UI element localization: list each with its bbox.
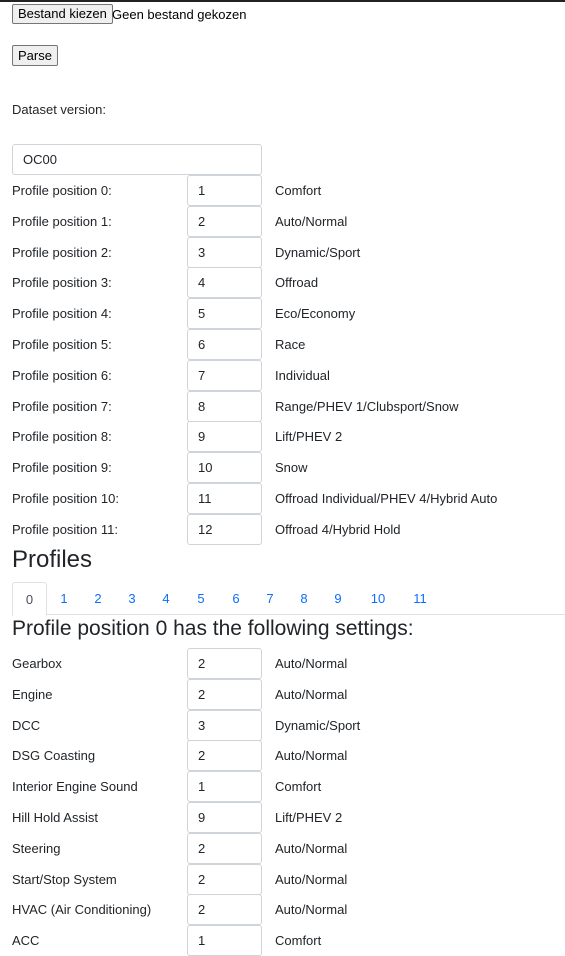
profile-position-row (0, 452, 565, 483)
profiles-heading: Profiles (12, 546, 93, 573)
profile-position-row (0, 267, 565, 298)
profile-position-value-input[interactable] (187, 514, 262, 545)
setting-description: Auto/Normal (275, 748, 348, 764)
profile-position-value-input[interactable] (187, 206, 262, 237)
setting-label: Gearbox (12, 656, 62, 671)
profile-position-description: Dynamic/Sport (275, 244, 361, 260)
profile-position-label: Profile position 4: (12, 306, 112, 322)
profile-position-description: Auto/Normal (275, 213, 348, 229)
profile-position-label: Profile position 7: (12, 398, 112, 414)
setting-row (0, 802, 565, 833)
profile-position-row (0, 483, 565, 514)
profile-position-value-input[interactable] (187, 391, 262, 422)
profile-position-label: Profile position 10: (12, 491, 119, 506)
profile-position-label: Profile position 2: (12, 244, 112, 260)
tab-profile-6[interactable]: 6 (232, 591, 240, 606)
profile-position-row (0, 329, 565, 360)
setting-value-input[interactable] (187, 833, 262, 864)
file-status-text: Geen bestand gekozen (112, 7, 247, 22)
profile-position-label: Profile position 11: (12, 521, 118, 537)
tab-profile-2[interactable]: 2 (94, 591, 102, 606)
profile-position-label: Profile position 3: (12, 275, 112, 291)
tab-profile-1[interactable]: 1 (60, 591, 68, 606)
profile-position-description: Offroad 4/Hybrid Hold (275, 521, 401, 537)
dataset-version-label: Dataset version: (12, 102, 106, 117)
setting-value-input[interactable] (187, 740, 262, 771)
profile-position-description: Offroad (275, 275, 319, 291)
setting-value-input[interactable] (187, 925, 262, 956)
dataset-version-input[interactable] (12, 144, 262, 175)
tab-profile-10[interactable]: 10 (370, 591, 386, 606)
profile-position-description: Offroad Individual/PHEV 4/Hybrid Auto (275, 491, 498, 506)
profile-position-value-input[interactable] (187, 237, 262, 268)
profile-position-row (0, 175, 565, 206)
parse-button[interactable]: Parse (12, 45, 58, 66)
profile-position-label: Profile position 5: (12, 337, 112, 352)
profile-position-value-input[interactable] (187, 298, 262, 329)
profile-position-row (0, 360, 565, 391)
setting-row (0, 894, 565, 925)
setting-label: DSG Coasting (12, 748, 96, 764)
tab-profile-3[interactable]: 3 (128, 591, 136, 606)
setting-value-input[interactable] (187, 894, 262, 925)
setting-row (0, 864, 565, 895)
profile-tabs (12, 582, 565, 615)
profile-position-label: Profile position 8: (12, 429, 112, 445)
setting-row (0, 710, 565, 741)
setting-value-input[interactable] (187, 679, 262, 710)
settings-heading: Profile position 0 has the following settings: (12, 617, 414, 640)
setting-description: Auto/Normal (275, 840, 348, 856)
setting-value-input[interactable] (187, 648, 262, 679)
profile-position-row (0, 237, 565, 268)
setting-row (0, 648, 565, 679)
profile-position-label: Profile position 9: (12, 460, 112, 476)
profile-position-description: Snow (275, 460, 308, 476)
setting-description: Comfort (275, 779, 322, 795)
setting-value-input[interactable] (187, 710, 262, 741)
setting-label: Hill Hold Assist (12, 810, 98, 825)
tab-profile-9[interactable]: 9 (334, 591, 342, 606)
setting-label: Steering (12, 840, 61, 856)
tab-profile-5[interactable]: 5 (197, 591, 205, 606)
setting-description: Dynamic/Sport (275, 717, 361, 733)
profile-position-description: Range/PHEV 1/Clubsport/Snow (275, 398, 459, 414)
tab-profile-8[interactable]: 8 (300, 591, 308, 606)
setting-description: Auto/Normal (275, 871, 348, 887)
setting-value-input[interactable] (187, 771, 262, 802)
setting-value-input[interactable] (187, 864, 262, 895)
profile-position-value-input[interactable] (187, 267, 262, 298)
setting-label: Interior Engine Sound (12, 779, 138, 795)
setting-row (0, 925, 565, 956)
setting-description: Lift/PHEV 2 (275, 810, 343, 825)
profile-position-value-input[interactable] (187, 452, 262, 483)
profile-position-value-input[interactable] (187, 421, 262, 452)
profile-position-description: Lift/PHEV 2 (275, 429, 343, 445)
setting-row (0, 679, 565, 710)
setting-row (0, 771, 565, 802)
setting-row (0, 740, 565, 771)
setting-value-input[interactable] (187, 802, 262, 833)
top-border (0, 0, 565, 2)
profile-position-value-input[interactable] (187, 360, 262, 391)
choose-file-button[interactable]: Bestand kiezen (12, 4, 113, 24)
profile-position-value-input[interactable] (187, 175, 262, 206)
setting-description: Auto/Normal (275, 902, 348, 918)
setting-label: Engine (12, 686, 53, 702)
setting-label: ACC (12, 933, 40, 949)
profile-position-value-input[interactable] (187, 329, 262, 360)
tab-profile-0[interactable]: 0 (12, 582, 47, 616)
setting-description: Auto/Normal (275, 656, 348, 671)
profile-position-value-input[interactable] (187, 483, 262, 514)
profile-position-row (0, 206, 565, 237)
profile-position-description: Race (275, 337, 306, 352)
tab-profile-7[interactable]: 7 (266, 591, 274, 606)
setting-row (0, 833, 565, 864)
profile-position-row (0, 421, 565, 452)
profile-position-row (0, 514, 565, 545)
tab-profile-4[interactable]: 4 (162, 591, 170, 606)
setting-description: Comfort (275, 933, 322, 949)
setting-label: HVAC (Air Conditioning) (12, 902, 152, 918)
profile-position-description: Eco/Economy (275, 306, 356, 322)
setting-label: DCC (12, 717, 41, 733)
profile-position-label: Profile position 1: (12, 213, 112, 229)
setting-label: Start/Stop System (12, 871, 117, 887)
profile-position-description: Comfort (275, 183, 322, 198)
setting-description: Auto/Normal (275, 686, 348, 702)
profile-position-description: Individual (275, 367, 330, 383)
profile-position-row (0, 391, 565, 422)
profile-position-label: Profile position 0: (12, 183, 112, 198)
tab-profile-11[interactable]: 11 (413, 591, 427, 606)
profile-position-row (0, 298, 565, 329)
profile-position-label: Profile position 6: (12, 367, 112, 383)
